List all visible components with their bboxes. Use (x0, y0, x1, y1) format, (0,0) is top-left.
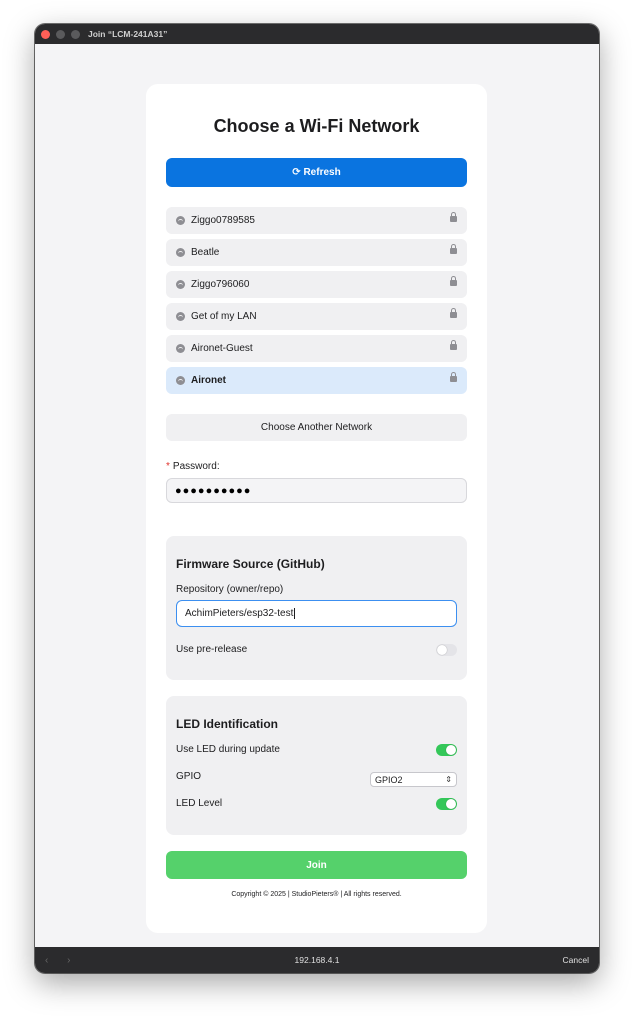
lock-icon (450, 376, 457, 382)
network-item-get-of-my-lan[interactable] (166, 303, 467, 330)
wifi-icon (176, 312, 185, 321)
wifi-setup-card (146, 84, 487, 933)
lock-icon (450, 216, 457, 222)
toggle-knob (437, 645, 447, 655)
lock-icon (450, 344, 457, 350)
led-level-label: LED Level (176, 798, 223, 809)
gpio-select[interactable] (370, 772, 457, 787)
led-section (166, 696, 467, 835)
window-title: Join “LCM-241A31” (88, 29, 168, 39)
use-led-toggle[interactable] (436, 744, 457, 756)
password-field[interactable]: ●●●●●●●●●● (166, 478, 467, 503)
repository-label: Repository (owner/repo) (176, 584, 284, 595)
network-name: Aironet-Guest (191, 343, 253, 354)
network-item-beatle[interactable] (166, 239, 467, 266)
cancel-button[interactable]: Cancel (562, 955, 589, 965)
use-led-label: Use LED during update (176, 744, 280, 755)
chevron-updown-icon: ⇕ (445, 775, 452, 784)
refresh-button[interactable]: ⟳ Refresh (166, 158, 467, 187)
bottom-bar (35, 947, 599, 973)
prerelease-label: Use pre-release (176, 644, 248, 655)
lock-icon (450, 312, 457, 318)
password-label (166, 461, 220, 472)
wifi-icon (176, 280, 185, 289)
network-name: Ziggo0789585 (191, 215, 255, 226)
wifi-icon (176, 216, 185, 225)
network-name: Ziggo796060 (191, 279, 250, 290)
wifi-icon (176, 344, 185, 353)
network-item-aironet[interactable] (166, 367, 467, 394)
join-button[interactable]: Join (166, 851, 467, 879)
back-forward-arrows-icon[interactable]: ‹ › (45, 954, 79, 966)
toggle-knob (446, 745, 456, 755)
toggle-knob (446, 799, 456, 809)
text-caret (294, 608, 295, 619)
led-level-toggle[interactable] (436, 798, 457, 810)
password-label-text: Password: (172, 461, 220, 472)
led-section-title: LED Identification (176, 717, 278, 731)
network-list (166, 207, 467, 399)
gpio-label: GPIO (176, 771, 202, 782)
network-name: Aironet (191, 375, 226, 386)
close-window-button[interactable] (41, 30, 50, 39)
network-item-ziggo796060[interactable] (166, 271, 467, 298)
network-item-ziggo0789585[interactable] (166, 207, 467, 234)
firmware-section-title: Firmware Source (GitHub) (176, 557, 325, 571)
firmware-section (166, 536, 467, 680)
required-mark: * (166, 461, 170, 472)
url-label: 192.168.4.1 (294, 955, 340, 965)
repository-value: AchimPieters/esp32-test (185, 608, 294, 619)
wifi-icon (176, 376, 185, 385)
repository-input[interactable] (176, 600, 457, 627)
browser-window (35, 24, 599, 973)
network-name: Beatle (191, 247, 220, 258)
choose-another-network-button[interactable]: Choose Another Network (166, 414, 467, 441)
network-name: Get of my LAN (191, 311, 257, 322)
zoom-window-button[interactable] (71, 30, 80, 39)
page-title: Choose a Wi-Fi Network (213, 116, 420, 136)
minimize-window-button[interactable] (56, 30, 65, 39)
lock-icon (450, 248, 457, 254)
wifi-icon (176, 248, 185, 257)
copyright-text: Copyright © 2025 | StudioPieters® | All rights reserved. (231, 891, 402, 898)
title-bar (35, 24, 599, 44)
lock-icon (450, 280, 457, 286)
prerelease-toggle[interactable] (436, 644, 457, 656)
network-item-aironet-guest[interactable] (166, 335, 467, 362)
gpio-value: GPIO2 (375, 774, 403, 785)
